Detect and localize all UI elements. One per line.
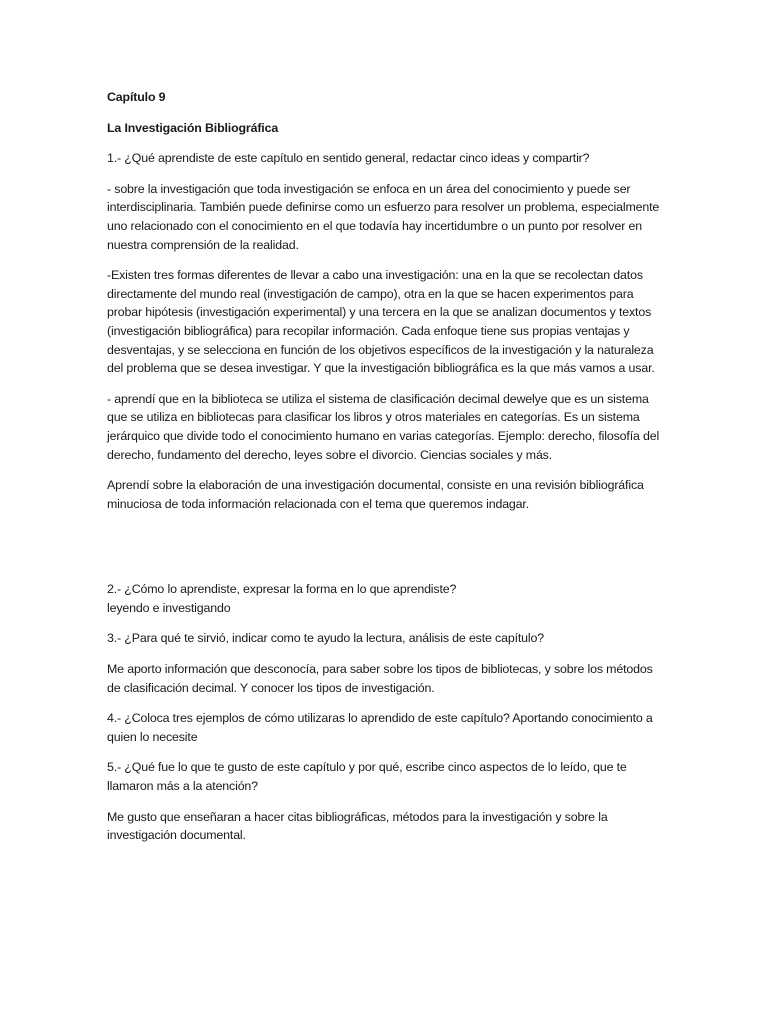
document-body <box>107 88 663 857</box>
answer-3: Me aporto información que desconocía, para saber sobre los tipos de bibliotecas, y sobre los métodos de clasificación decimal. Y conocer los tipos de investigación. <box>107 662 653 695</box>
chapter-title: La Investigación Bibliográfica <box>107 120 279 135</box>
question-2: 2.- ¿Cómo lo aprendiste, expresar la forma en lo que aprendiste? <box>107 582 457 597</box>
question-5: 5.- ¿Qué fue lo que te gusto de este capítulo y por qué, escribe cinco aspectos de lo leído, que te llamaron más a la atención? <box>107 760 627 794</box>
question-4: 4.- ¿Coloca tres ejemplos de cómo utilizaras lo aprendido de este capítulo? Aportando conocimiento a quien lo necesite <box>107 711 653 744</box>
answer-2: leyendo e investigando <box>107 600 231 615</box>
question-1: 1.- ¿Qué aprendiste de este capítulo en sentido general, redactar cinco ideas y compartir? <box>107 151 590 166</box>
answer-1-paragraph-2: -Existen tres formas diferentes de llevar a cabo una investigación: una en la que se recolectan datos directamente del mundo real (investigación de campo), otra en la que se hacen experimentos para probar hipótesis (investigación experimental) y una tercera en la que se analizan documentos y textos (investigación bibliográfica) para recopilar información. Cada enfoque tiene sus propias ventajas y desventajas, y se selecciona en función de los objetivos específicos de la investigación y la naturaleza del problema que se desea investigar. Y que la investigación bibliográfica es la que más vamos a usar. <box>107 268 655 376</box>
section-spacer <box>107 525 663 580</box>
answer-1-paragraph-3: - aprendí que en la biblioteca se utiliza el sistema de clasificación decimal dewelye que es un sistema que se utiliza en bibliotecas para clasificar los libros y otros materiales en categorías. Es un sistema jerárquico que divide todo el conocimiento humano en varias categorías. Ejemplo: derecho, filosofía del derecho, fundamento del derecho, leyes sobre el divorcio. Ciencias sociales y más. <box>107 391 660 462</box>
answer-5: Me gusto que enseñaran a hacer citas bibliográficas, métodos para la investigación y sobre la investigación documental. <box>107 809 608 843</box>
question-3: 3.- ¿Para qué te sirvió, indicar como te ayudo la lectura, análisis de este capítulo? <box>107 631 544 646</box>
answer-1-paragraph-1: - sobre la investigación que toda investigación se enfoca en un área del conocimiento y puede ser interdisciplinaria. También puede definirse como un esfuerzo para resolver un problema, especialmente uno relacionado con el conocimiento en el que todavía hay incertidumbre o un punto por resolver en nuestra comprensión de la realidad. <box>107 181 660 252</box>
answer-1-paragraph-4: Aprendí sobre la elaboración de una investigación documental, consiste en una revisión bibliográfica minuciosa de toda información relacionada con el tema que queremos indagar. <box>107 478 644 511</box>
chapter-heading: Capítulo 9 <box>107 90 166 104</box>
